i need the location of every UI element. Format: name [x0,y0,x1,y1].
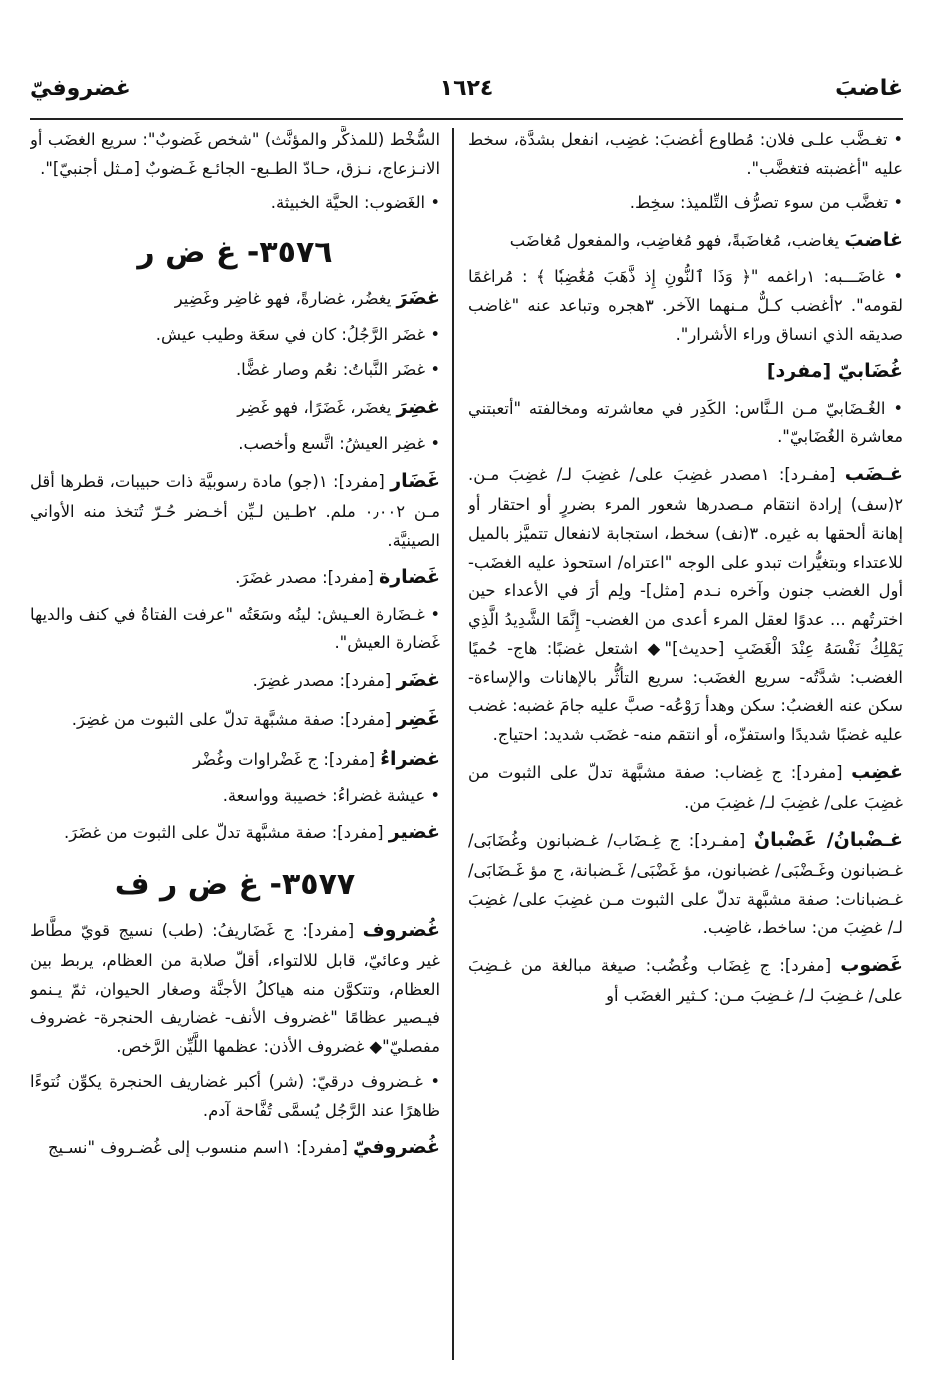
entry-text: • غاضَـــبه: ١راغمه "﴿ وَذَا ٱلنُّونِ إِذ ذَّهَبَ مُغَٰضِبٗا ﴾ : مُراغمًا لقومه". ٢أغضب كـلٌّ مـنهما الآخر. ٣هجره وتباعد عنه "غاضب صديقه الذي انساق وراء الأشرار". [468,267,903,344]
column-divider [452,128,454,1360]
entry-text: [مفرد]: ١(جو) مادة رسوبيَّة ذات حبيبات، قطرها أقل مـن ٠٫٠٠٢ ملم. ٢طـين لـيِّن أخـضر حُـرّ تُتخذ منه الأواني الصينيَّة. [30,471,440,550]
dictionary-entry [468,949,903,1011]
entry-text: • غضِر العيشُ: اتَّسع وأخصب. [238,434,440,454]
entry-text: يغضَر، غَضَرًا، فهو غَضِر [237,397,397,417]
entry-text: • غضَر الرَّجُلُ: كان في سعَة وطيب عيش. [155,325,440,345]
entry-text: • الغَضوب: الحيَّة الخبيثة. [270,193,440,213]
headword: غضير [388,821,440,844]
dictionary-entry [30,356,440,385]
dictionary-entry [468,458,903,750]
headword: غُضروفيّ [353,1136,440,1159]
dictionary-entry [30,430,440,459]
dictionary-entry [30,703,440,736]
dictionary-entry [30,391,440,424]
page-number: ١٦٢٤ [439,76,494,101]
headword: غضِب [851,760,903,783]
dictionary-entry [30,601,440,658]
right-guide-word: غاضبَ [835,76,903,101]
entry-text: • الغُـضَابيّ مـن الـنَّاس: الكَدِر في معاشرته ومخالفته "أتعبتني معاشرة الغُضَابيّ". [468,398,903,447]
dictionary-entry [30,1068,440,1125]
entry-text: [مفرد]: صفة مشبَّهة تدلّ على الثبوت من غضِرَ. [71,710,397,730]
entry-text: • غـضَارة العـيش: لينُه وسَعَتُه "عرفت الفتاةُ في كنف والديها غَضارة العيش". [30,604,440,653]
header-rule [30,118,903,120]
right-column [468,126,903,1306]
headword: غَضارة [379,566,440,589]
dictionary-entry [30,282,440,315]
entry-text: • غضَر النَّباتُ: نعُم وصار غضًّا. [235,360,440,380]
dictionary-entry [30,664,440,697]
dictionary-entry [468,756,903,818]
dictionary-entry [468,189,903,218]
headword: غُضَابيّ [مفرد] [766,360,903,383]
entry-text: [مفرد]: ج غِضاب: صفة مشبَّهة تدلّ على الثبوت من غضِبَ على/ غضِبَ لـ/ غضِبَ من. [468,762,903,812]
entry-text: [مفرد]: مصدر غضِرَ. [252,671,397,691]
dictionary-entry [30,189,440,218]
root-heading-3577: ٣٥٧٧- غ ض ر ف [114,866,356,902]
root-heading-3576: ٣٥٧٦- غ ض ر [137,235,333,271]
entry-text: • تغضَّب من سوء تصرُّف التِّلميذ: سخِط. [629,193,903,213]
headword: غضَر [396,669,440,692]
dictionary-entry [30,321,440,350]
headword: غضِرَ [396,395,440,418]
dictionary-entry [468,824,903,943]
entry-text: [مفـرد]: ج غِـضَاب/ غـضبانون وغُضَابَى/ غـضبانون وغَـضْبَى/ غضبانون، مؤ غَضْبَى/ غَـضبانة، ج مؤ غَـضَابَى/ غـضبانات: صفة مشبَّهة تدلّ على الثبوت مـن غضِبَ على/ غضِبَ لـ/ غضِبَ من: ساخط، غاضِب. [468,830,903,938]
dictionary-entry [468,126,903,183]
dictionary-entry [468,395,903,452]
dictionary-entry [30,914,440,1062]
page-header [30,70,903,110]
dictionary-entry [30,743,440,776]
entry-text: [مفرد]: صفة مشبَّهة تدلّ على الثبوت من غضَرَ. [64,823,389,843]
left-column [30,126,440,1366]
entry-text: [مفرد]: ج غِضَاب وغُضُب: صيغة مبالغة من غـضِبَ على/ غـضِبَ لـ/ غـضِبَ مـن: كـثير الغضَب أو [468,956,903,1006]
entry-text: [مفرد]: ١اسم منسوب إلى غُضـروف "نسـيج [47,1138,353,1158]
dictionary-entry [30,816,440,849]
entry-text: [مفرد]: ج غَضَاريفُ: (طب) نسيج قويّ مطَّاط غير وعائيّ، قابل للالتواء، أقلّ صلابة من العظام، يربط بين العظام، وتتكوَّن منه هياكلُ الأجنَّة وصغار الحيوان، ثمّ يـنمو فيـصير عظامًا "غضروف الأنف- غضاريف الحنجرة- غضروف مفصليّ"◆ غضروف الأذن: عظمها اللَّيِّن الرَّخص. [30,920,440,1057]
dictionary-entry [30,561,440,594]
dictionary-entry [30,126,440,183]
dictionary-entry [30,1131,440,1164]
headword: غُضروف [362,918,440,941]
entry-text: يغاضب، مُغاضَبةً، فهو مُغاضِب، والمفعول مُغاضَب [509,231,845,251]
headword: غضَرَ [396,287,440,310]
entry-text: • تغـضَّب علـى فلان: مُطاوع أغضبَ: غضِب، انفعل بشدَّة، سخط عليه "أغضبته فتغضَّب". [468,130,903,178]
headword: غاضبَ [844,229,903,252]
entry-text: السُّخْط (للمذكَّر والمؤنَّث) "شخص غَضوبٌ": سريع الغضَب أو الانـزعاج، نـزق، حـادّ الطـبع- الجائـع غَـضوبٌ [مـثل أجنبيّ]". [30,130,440,178]
dictionary-entry [468,224,903,257]
dictionary-entry [468,355,903,388]
headword: غـضَب [844,463,903,486]
left-guide-word: غضروفيّ [30,76,131,101]
dictionary-entry [30,782,440,811]
entry-text: [مفـرد]: ١مصدر غضِبَ على/ غضِبَ لـ/ غضِبَ مـن. ٢(سف) إرادة انتقام مـصدرها شعور المرء بضررٍ أو احتقار أو إهانة ألحقها به غيره. ٣(نف) سخط، استجابة لانفعال تتميَّز بالميل للاعتداء وبتغيُّرات تبدو على الوجه "اعتراه/ استحوذ عليه الغضَب- أول الغضب جنون وآخره نـدم [مثل]- ولِم أرَ في الأعداء حين اخترتُهم ... عدوًا لعقل المرء أعدى من الغضب- إِنَّمَا الشَّدِيدُ الَّذِي يَمْلِكُ نَفْسَهُ عِنْدَ الْغَضَبِ [حديث]"◆ اشتعل غضبًا: هاج- حُميًا الغضب: شدَّتُه- سريع الغضَب: سريع التأثُّر بالإهانات والإساءة- سكن عنه الغضبُ: سكن وهدأ رَوْعُه- صبَّ عليه جامَ غضبه: غضب عليه غضبًا شديدًا واستفزّه، أو انتقم منه- غضَب شديد: احتياج. [468,465,903,744]
dictionary-entry [468,263,903,349]
headword: غضراءُ [380,747,440,770]
headword: غَضَار [390,469,440,492]
entry-text: يغضُر، غضارةً، فهو غاضِر وغَضِير [174,289,397,309]
headword: غَضِر [396,708,440,731]
entry-text: [مفرد]: ج غَضْراوات وغُضْر [193,749,381,769]
entry-text: • غـضروف درقيّ: (شر) أكبر غضاريف الحنجرة يكوِّن نُتوءًا ظاهرًا عند الرَّجُل يُسمَّى تُفَّاحة آدم. [30,1071,440,1120]
entry-text: [مفرد]: مصدر غضَرَ. [235,568,379,588]
headword: غَضوب [840,954,903,977]
entry-text: • عيشة غضراءُ: خصيبة وواسعة. [222,785,440,805]
headword: غـضْبانُ/ غَضْبانٌ [753,828,903,851]
dictionary-entry [30,465,440,556]
